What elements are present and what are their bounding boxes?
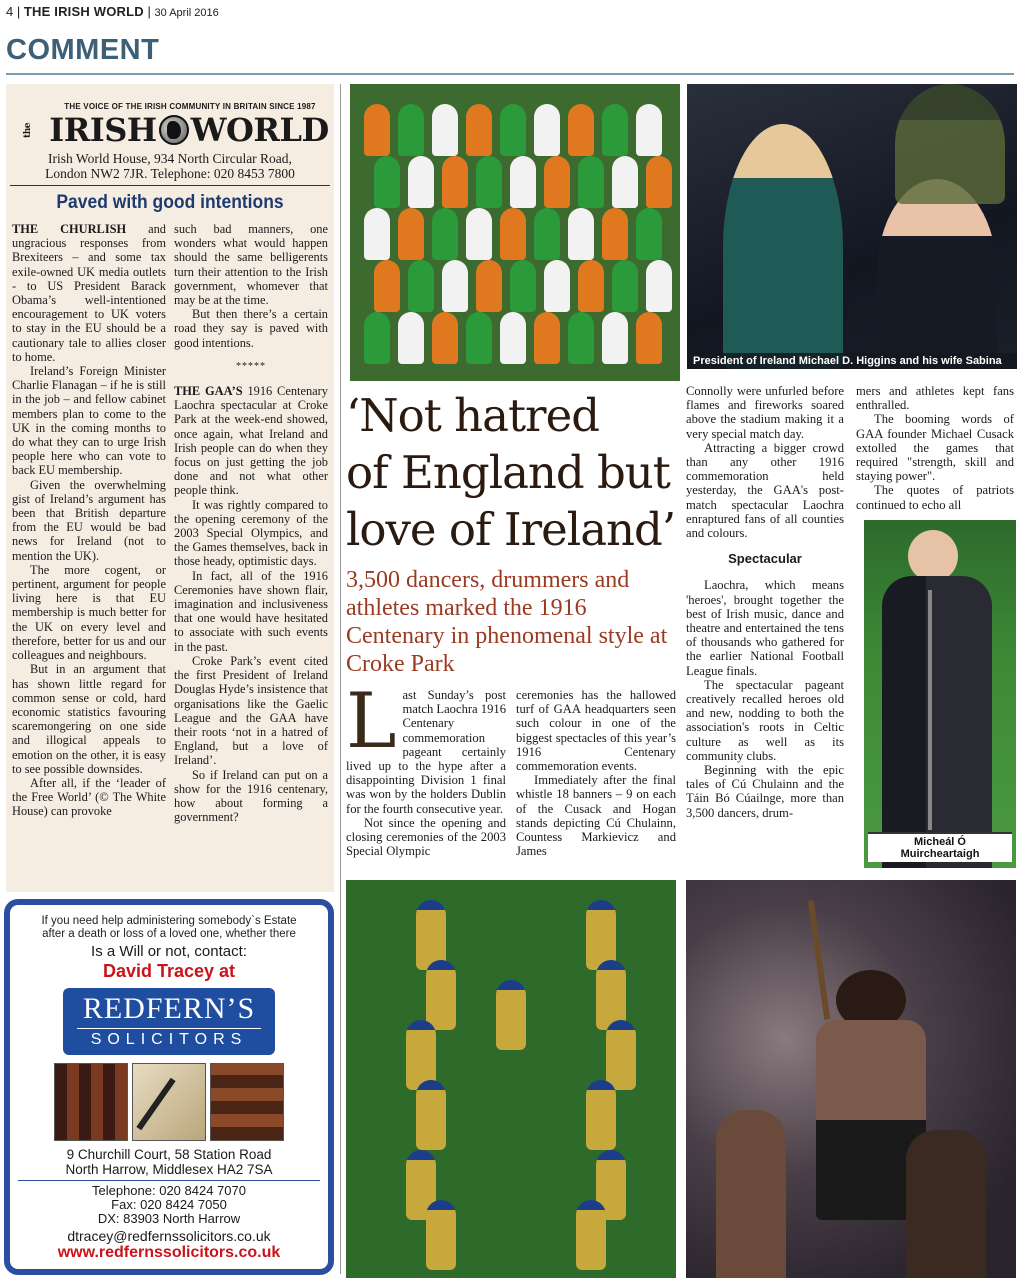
- paragraph: So if Ireland can put on a show for the 1916 centenary, how about forming a government?: [174, 767, 328, 825]
- paragraph: In fact, all of the 1916 Ceremonies have shown flair, imagination and inclusiveness that one would have hesitated to associate with such events in the past.: [174, 568, 328, 654]
- dancer-figure: [578, 260, 604, 312]
- paragraph: [346, 676, 506, 816]
- paragraph: Beginning with the epic tales of Cú Chulainn and the Táin Bó Cúailnge, more than 3,500 dancers, drum-: [686, 763, 844, 820]
- dancer-figure: [364, 104, 390, 156]
- paragraph: The booming words of GAA founder Michael Cusack extolled the games that required "strength, skill and staying power".: [856, 412, 1014, 484]
- dancer-figure: [374, 260, 400, 312]
- editorial-column-1: [12, 222, 166, 824]
- paragraph: The spectacular pageant creatively recalled heroes old and new, nodding to both the association's roots in Celtic culture as well as its community clubs.: [686, 677, 844, 763]
- dancers-photo: [350, 84, 680, 381]
- paragraph-text: 1916 Centenary Laochra spectacular at Croke Park at the week-end showed, once again, what Ireland and Irish people can do when they focus on just getting the job done and not what other people think.: [174, 384, 328, 498]
- editorial-column-2: [174, 222, 328, 824]
- dancer-figure: [500, 312, 526, 364]
- address-line: London NW2 7JR. Telephone: 020 8453 7800: [45, 166, 295, 181]
- article-column-3: [686, 384, 844, 820]
- photo-caption: President of Ireland Michael D. Higgins and his wife Sabina: [687, 353, 1017, 369]
- divider: [18, 1180, 320, 1181]
- dancer-figure: [510, 260, 536, 312]
- paragraph: But then there’s a certain road they say is paved with good intentions.: [174, 307, 328, 350]
- robed-figure: [416, 1080, 446, 1150]
- higgins-photo: [687, 84, 1017, 369]
- warrior-photo: [686, 880, 1016, 1278]
- headline-line: of England but: [346, 446, 670, 499]
- advert-address: [10, 1147, 328, 1177]
- drummer-figure: [906, 1130, 986, 1278]
- lead-in: THE GAA’S: [174, 384, 243, 399]
- masthead-logo: [10, 113, 330, 147]
- advert-images: [10, 1063, 328, 1141]
- dancer-figure: [602, 208, 628, 260]
- dancer-figure: [442, 156, 468, 208]
- globe-icon: [159, 115, 189, 145]
- dancer-figure: [568, 312, 594, 364]
- solicitor-advert[interactable]: [4, 899, 334, 1275]
- dancer-figure: [466, 208, 492, 260]
- dancer-figure: [398, 104, 424, 156]
- editorial-box: [6, 84, 334, 892]
- article-column-1: [346, 676, 506, 859]
- dancer-figure: [534, 104, 560, 156]
- dancer-figure: [636, 208, 662, 260]
- hurley-stick: [808, 900, 831, 1020]
- paragraph: Connolly were unfurled before flames and fireworks soared above the stadium making it a very special match day.: [686, 384, 844, 441]
- dancer-figure: [578, 156, 604, 208]
- paragraph: Ireland’s Foreign Minister Charlie Flanagan – if he is still in the job – and fellow cabinet members plan to come to the UK in the coming months to do what they can to urge Irish people here who can vote to back EU membership.: [12, 364, 166, 478]
- article-column-4: [856, 384, 1014, 512]
- lead-in: THE CHURLISH: [12, 222, 127, 236]
- logo-name: REDFERN’S: [82, 992, 256, 1025]
- pen-document-image: [132, 1063, 206, 1141]
- photo-caption: Micheál Ó Muircheartaigh: [868, 832, 1012, 862]
- dancer-figure: [364, 312, 390, 364]
- masthead-tagline: THE VOICE OF THE IRISH COMMUNITY IN BRITAIN SINCE 1987: [64, 102, 316, 111]
- paragraph: Given the overwhelming gist of Ireland’s argument has been that British departure from the EU would be bad news for Ireland (not to mention the UK).: [12, 477, 166, 563]
- dancer-figure: [602, 312, 628, 364]
- dancer-figure: [636, 104, 662, 156]
- paragraph: After all, if the ‘leader of the Free World’ (© The White House) can provoke: [12, 775, 166, 819]
- paragraph: Croke Park’s event cited the first President of Ireland Douglas Hyde’s insistence that organisations like the Gaelic League and the GAA have their roots ‘not in a hatred of England, but a love of Ireland’.: [174, 653, 328, 768]
- dancer-figure: [408, 260, 434, 312]
- editorial-title: Paved with good intentions: [56, 192, 284, 213]
- fax: Fax: 020 8424 7050: [111, 1197, 227, 1212]
- robed-figure: [586, 1080, 616, 1150]
- dancer-figure: [636, 312, 662, 364]
- dancer-figure: [398, 208, 424, 260]
- telephone: Telephone: 020 8424 7070: [92, 1183, 246, 1198]
- logo-subtitle: SOLICITORS: [77, 1028, 261, 1049]
- paragraph: mers and athletes kept fans enthralled.: [856, 384, 1014, 413]
- masthead-irish: IRISH: [49, 111, 157, 149]
- dancer-figure: [568, 104, 594, 156]
- headline-line: ‘Not hatred: [346, 389, 600, 442]
- publication-name: THE IRISH WORLD: [23, 4, 144, 19]
- column-rule: [340, 84, 341, 1274]
- dancer-figure: [466, 104, 492, 156]
- paragraph: [12, 222, 166, 364]
- dancer-figure: [500, 208, 526, 260]
- section-separator: *****: [236, 360, 266, 372]
- chessboard-image: [54, 1063, 128, 1141]
- folio: [6, 4, 219, 19]
- editorial-columns: [10, 222, 330, 824]
- paragraph: [174, 384, 328, 498]
- speaker-photo: [864, 520, 1016, 868]
- paragraph: such bad manners, one wonders what would happen should the same belligerents turn their attention to the Irish government, whomever that may be at the time.: [174, 222, 328, 308]
- dancer-figure: [374, 156, 400, 208]
- address-line: North Harrow, Middlesex HA2 7SA: [65, 1162, 273, 1177]
- handshake-image: [210, 1063, 284, 1141]
- dancer-figure: [646, 156, 672, 208]
- advert-contact-name: David Tracey at: [102, 961, 236, 981]
- folio-separator: |: [16, 4, 21, 19]
- dancer-figure: [646, 260, 672, 312]
- article-column-2: [516, 688, 676, 858]
- headline-line: love of Ireland’: [346, 503, 676, 556]
- sabina-figure: [723, 124, 843, 369]
- dancer-figure: [544, 156, 570, 208]
- page-number: 4: [6, 4, 14, 19]
- dancer-figure: [612, 260, 638, 312]
- advert-email[interactable]: dtracey@redfernssolicitors.co.uk: [67, 1228, 271, 1244]
- dancer-figure: [476, 156, 502, 208]
- paragraph: ceremonies has the hallowed turf of GAA headquarters seen such colour in one of the biggest spectacles of this year’s 1916 Centenary commemoration events.: [516, 688, 676, 774]
- paragraph: Attracting a bigger crowd than any other 1916 commemoration held yesterday, the GAA's post-match spectacular Laochra enraptured fans of all counties and colours.: [686, 440, 844, 541]
- robed-figure: [606, 1020, 636, 1090]
- paragraph-text: and ungracious responses from Brexiteers – and some tax exile-owned UK media outlets - to US President Barack Obama’s well-intentioned encouragement to UK voters to stay in the EU should be a cautionary tale to allies closer to home.: [12, 222, 166, 364]
- dancer-figure: [432, 104, 458, 156]
- officer-figure: [895, 84, 1005, 204]
- redferns-logo: [63, 988, 275, 1055]
- dancer-figure: [568, 208, 594, 260]
- masthead-the: the: [23, 122, 34, 138]
- dancer-figure: [364, 208, 390, 260]
- address-line: Irish World House, 934 North Circular Road,: [48, 151, 292, 166]
- drop-cap: L: [346, 676, 397, 765]
- article-subhead: Spectacular: [728, 551, 802, 567]
- robed-figure: [426, 960, 456, 1030]
- paragraph: It was rightly compared to the opening ceremony of the 2003 Special Olympics, and the Games themselves, back in those heady, optimistic days.: [174, 497, 328, 569]
- robed-figure: [576, 1200, 606, 1270]
- address-line: 9 Churchill Court, 58 Station Road: [66, 1147, 272, 1162]
- article-headline: [346, 387, 680, 558]
- section-rule: [6, 73, 1014, 75]
- advert-contact: Is a Will or not, contact:: [91, 943, 247, 960]
- divider: [10, 185, 330, 186]
- dancer-figure: [534, 208, 560, 260]
- dancer-figure: [544, 260, 570, 312]
- dancer-figure: [432, 208, 458, 260]
- speaker-suit: [882, 576, 992, 868]
- dancer-figure: [602, 104, 628, 156]
- dancer-figure: [476, 260, 502, 312]
- drummer-figure: [716, 1110, 786, 1278]
- higgins-figure: [877, 179, 997, 369]
- issue-date: 30 April 2016: [154, 7, 219, 19]
- dancer-figure: [612, 156, 638, 208]
- dancer-figure: [408, 156, 434, 208]
- dancer-figure: [534, 312, 560, 364]
- paragraph-text: ast Sunday’s post match Laochra 1916 Centenary commemoration pageant certainly lived up to the hype after a disappointing Division 1 final was won by the holders Dublin for the fourth consecutive year.: [346, 688, 506, 816]
- dancer-figure: [398, 312, 424, 364]
- advert-phones: [10, 1184, 328, 1226]
- dx-number: DX: 83903 North Harrow: [97, 1211, 241, 1226]
- robed-figure: [496, 980, 526, 1050]
- procession-photo: [346, 880, 676, 1278]
- dancer-figure: [500, 104, 526, 156]
- folio-separator: |: [147, 4, 151, 19]
- paragraph: Laochra, which means 'heroes', brought together the best of Irish music, dance and theatre and entertained the tens of thousands who gathered for the earlier National Football League finals.: [686, 578, 844, 678]
- masthead-world: WORLD: [190, 111, 329, 149]
- dancer-figure: [432, 312, 458, 364]
- section-title: COMMENT: [6, 34, 160, 66]
- dancer-figure: [510, 156, 536, 208]
- advert-website[interactable]: www.redfernssolicitors.co.uk: [57, 1244, 281, 1261]
- paragraph: But in an argument that has shown little regard for common sense or cold, hard economic statistics favouring scaremongering on one side and illogical appeals to emotion on the other, it is easy to see possible downsides.: [12, 662, 166, 776]
- paragraph: Not since the opening and closing ceremonies of the 2003 Special Olympic: [346, 815, 506, 859]
- paragraph: The more cogent, or pertinent, argument for people living here is that EU membership is much better for the UK on every level and therefore, better for us and our colleagues and neighbours.: [12, 562, 166, 663]
- editorial-address: [10, 151, 330, 181]
- microphone-stand: [928, 590, 932, 830]
- speaker-head: [908, 530, 958, 582]
- advert-intro: If you need help administering somebody`s Estate after a death or loss of a loved one, whether there: [41, 915, 297, 940]
- robed-figure: [426, 1200, 456, 1270]
- dancer-figure: [466, 312, 492, 364]
- paragraph: Immediately after the final whistle 18 banners – 9 on each of the Cusack and Hogan stands depicting Cú Chulainn, Countess Markievicz and James: [516, 773, 676, 859]
- paragraph: The quotes of patriots continued to echo all: [856, 483, 1014, 512]
- dancer-figure: [442, 260, 468, 312]
- article-standfirst: 3,500 dancers, drummers and athletes marked the 1916 Centenary in phenomenal style at Croke Park: [346, 567, 668, 677]
